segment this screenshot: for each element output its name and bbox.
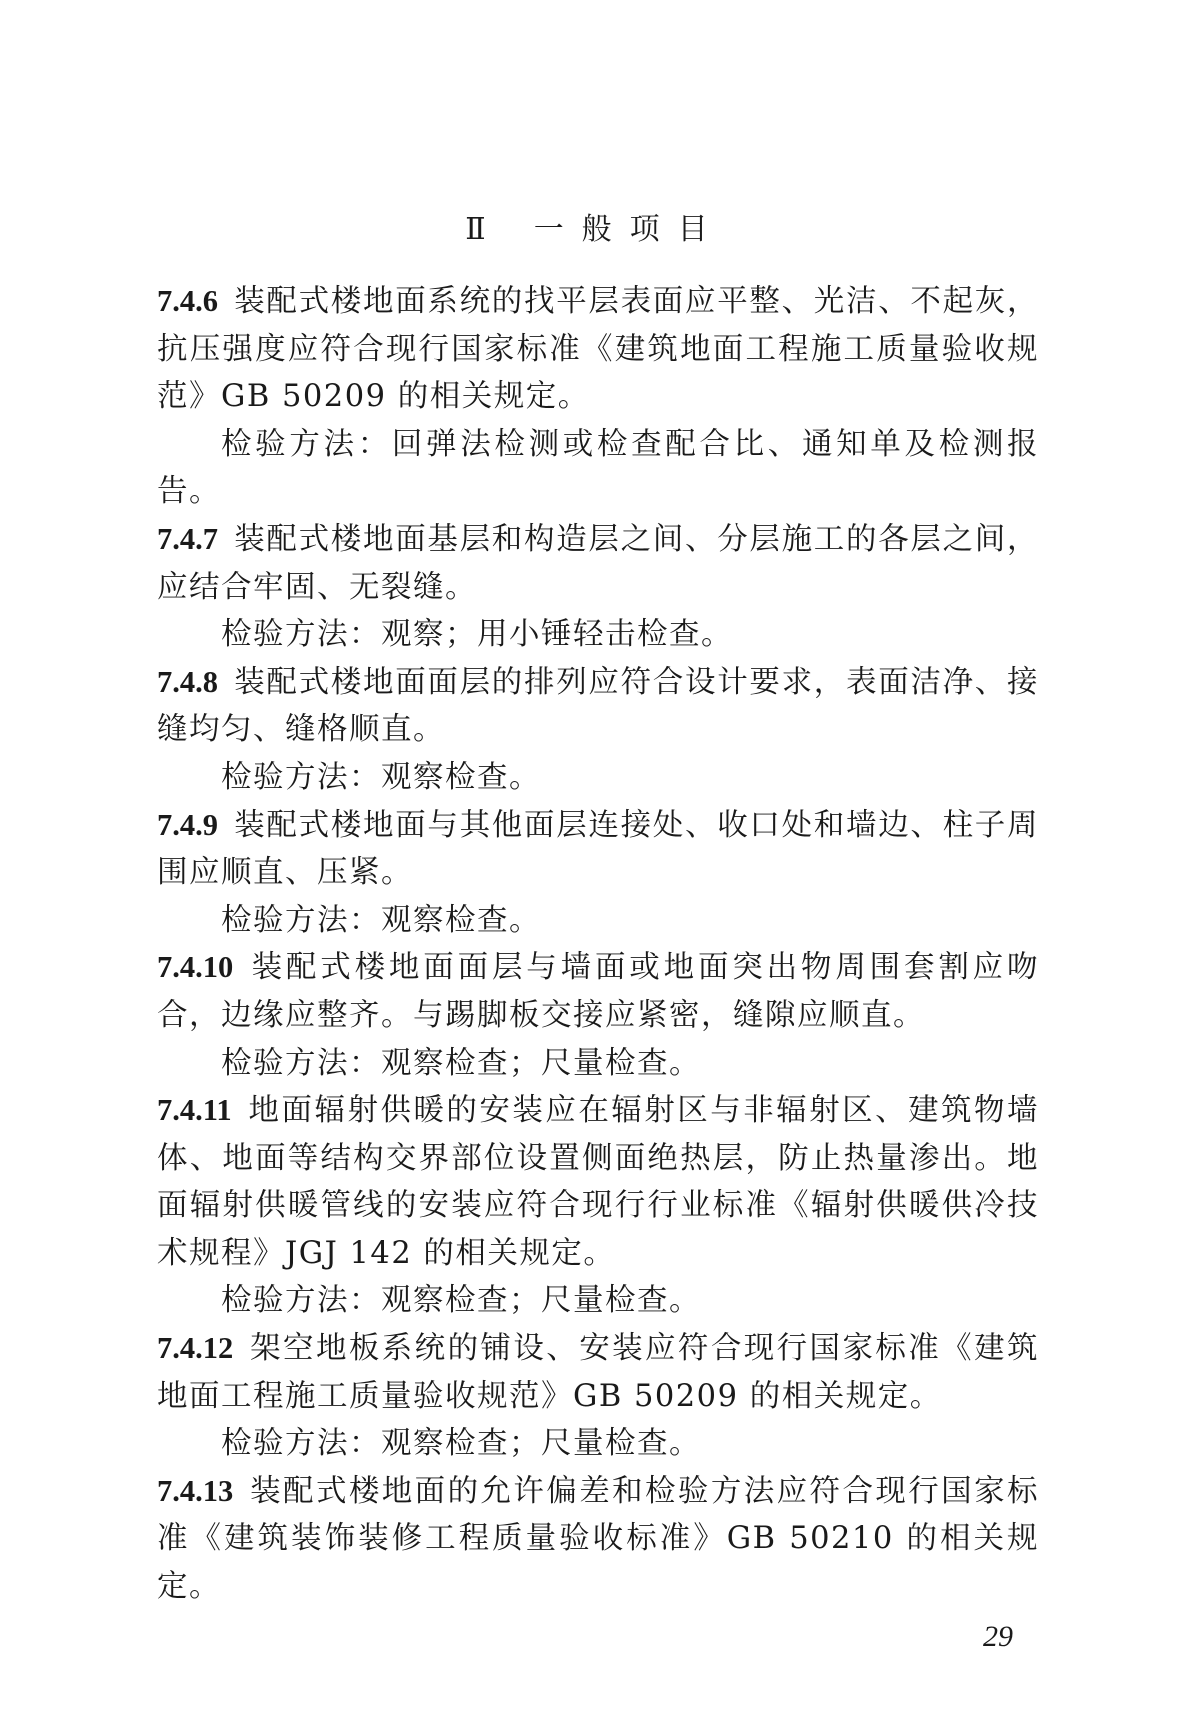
clause-7-4-8 <box>157 659 1039 754</box>
clause-number: 7.4.11 <box>157 1093 232 1128</box>
inspection-method: 检验方法：观察检查；尺量检查。 <box>221 1426 701 1462</box>
clause-7-4-11 <box>157 1087 1039 1277</box>
clause-number: 7.4.12 <box>157 1331 234 1366</box>
clause-number: 7.4.6 <box>157 284 218 318</box>
clause-text: 装配式楼地面面层的排列应符合设计要求，表面洁净、接缝均匀、缝格顺直。 <box>157 664 1039 748</box>
section-title: 一般项目 <box>533 212 726 247</box>
inspection-method: 检验方法：观察检查；尺量检查。 <box>221 1283 701 1319</box>
clause-7-4-12 <box>157 1325 1039 1420</box>
clause-text: 架空地板系统的铺设、安装应符合现行国家标准《建筑地面工程施工质量验收规范》GB 50209 的相关规定。 <box>157 1331 1039 1414</box>
section-heading <box>0 208 1191 252</box>
clauses-body <box>157 278 1039 1611</box>
clause-text: 装配式楼地面系统的找平层表面应平整、光洁、不起灰，抗压强度应符合现行国家标准《建筑地面工程施工质量验收规范》GB 50209 的相关规定。 <box>157 284 1039 415</box>
inspection-method: 检验方法：观察检查；尺量检查。 <box>221 1045 701 1081</box>
section-roman-numeral: Ⅱ <box>465 212 488 247</box>
clause-text: 装配式楼地面的允许偏差和检验方法应符合现行国家标准《建筑装饰装修工程质量验收标准》GB 50210 的相关规定。 <box>157 1473 1039 1605</box>
clause-7-4-9 <box>157 802 1039 897</box>
clause-number: 7.4.13 <box>157 1473 234 1508</box>
inspection-method: 检验方法：观察；用小锤轻击检查。 <box>221 617 733 653</box>
clause-number: 7.4.8 <box>157 664 218 699</box>
clause-text: 装配式楼地面面层与墙面或地面突出物周围套割应吻合，边缘应整齐。与踢脚板交接应紧密，缝隙应顺直。 <box>157 950 1039 1033</box>
clause-text: 地面辐射供暖的安装应在辐射区与非辐射区、建筑物墙体、地面等结构交界部位设置侧面绝热层，防止热量渗出。地面辐射供暖管线的安装应符合现行行业标准《辐射供暖供冷技术规程》JGJ 142 的相关规定。 <box>157 1093 1039 1271</box>
clause-number: 7.4.9 <box>157 807 218 842</box>
clause-7-4-6 <box>157 278 1039 421</box>
clause-7-4-7 <box>157 516 1039 611</box>
clause-text: 装配式楼地面基层和构造层之间、分层施工的各层之间，应结合牢固、无裂缝。 <box>157 521 1039 605</box>
inspection-method: 检验方法：观察检查。 <box>221 759 541 795</box>
clause-7-4-10 <box>157 944 1039 1039</box>
page-number: 29 <box>983 1620 1013 1653</box>
inspection-method: 检验方法：回弹法检测或检查配合比、通知单及检测报告。 <box>157 426 1039 510</box>
clause-7-4-13 <box>157 1468 1039 1611</box>
clause-number: 7.4.7 <box>157 521 218 556</box>
clause-text: 装配式楼地面与其他面层连接处、收口处和墙边、柱子周围应顺直、压紧。 <box>157 807 1039 891</box>
inspection-method: 检验方法：观察检查。 <box>221 902 541 938</box>
clause-number: 7.4.10 <box>157 950 234 985</box>
